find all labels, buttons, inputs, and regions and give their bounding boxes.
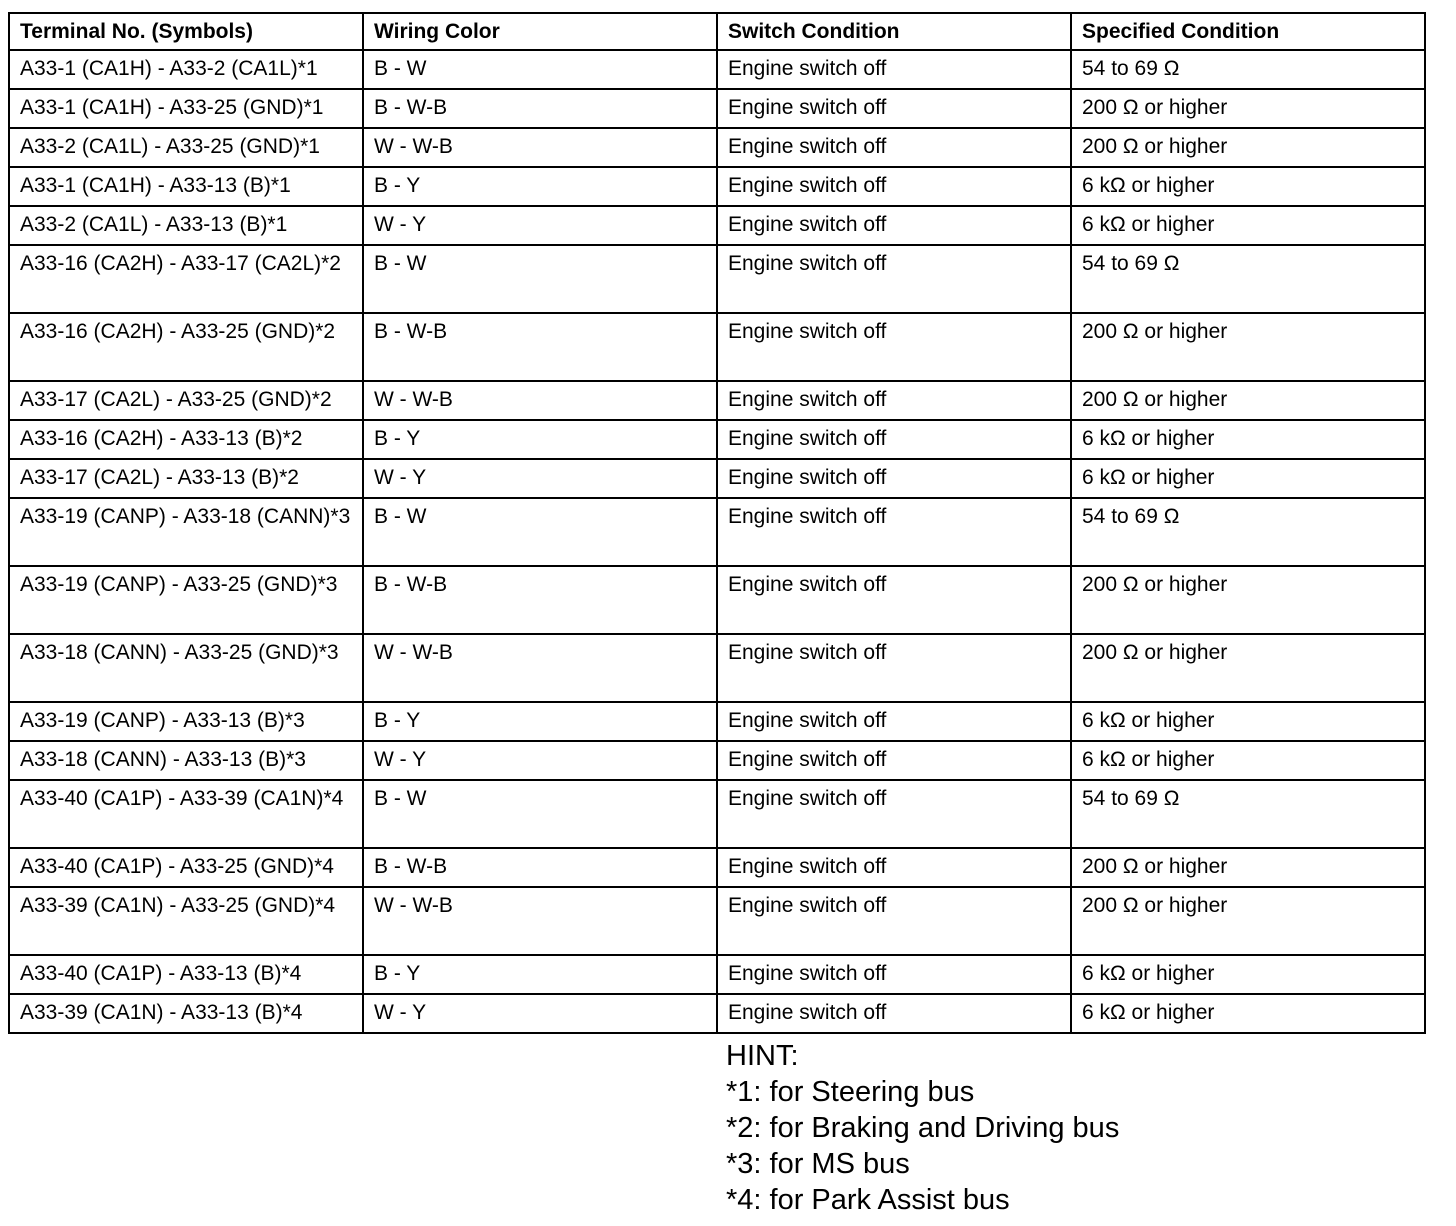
- table-row: [9, 566, 1425, 634]
- cell-specified-condition: 6 kΩ or higher: [1071, 955, 1425, 994]
- cell-terminal: A33-19 (CANP) - A33-13 (B)*3: [9, 702, 363, 741]
- cell-specified-condition: 6 kΩ or higher: [1071, 741, 1425, 780]
- cell-specified-condition: 200 Ω or higher: [1071, 887, 1425, 955]
- table-row: [9, 381, 1425, 420]
- table-row: [9, 741, 1425, 780]
- table-row: [9, 206, 1425, 245]
- cell-wiring-color: W - Y: [363, 459, 717, 498]
- cell-specified-condition: 54 to 69 Ω: [1071, 780, 1425, 848]
- cell-terminal: A33-1 (CA1H) - A33-13 (B)*1: [9, 167, 363, 206]
- cell-wiring-color: W - W-B: [363, 128, 717, 167]
- table-row: [9, 994, 1425, 1033]
- table-row: [9, 955, 1425, 994]
- cell-wiring-color: B - Y: [363, 167, 717, 206]
- cell-wiring-color: W - Y: [363, 994, 717, 1033]
- cell-switch-condition: Engine switch off: [717, 167, 1071, 206]
- cell-terminal: A33-16 (CA2H) - A33-13 (B)*2: [9, 420, 363, 459]
- cell-wiring-color: W - Y: [363, 206, 717, 245]
- hint-note: *4: for Park Assist bus: [726, 1184, 1010, 1216]
- hint-block: [726, 1038, 1119, 1218]
- cell-wiring-color: B - W: [363, 50, 717, 89]
- cell-terminal: A33-1 (CA1H) - A33-25 (GND)*1: [9, 89, 363, 128]
- cell-switch-condition: Engine switch off: [717, 313, 1071, 381]
- table-row: [9, 313, 1425, 381]
- cell-wiring-color: W - W-B: [363, 634, 717, 702]
- cell-specified-condition: 6 kΩ or higher: [1071, 994, 1425, 1033]
- cell-terminal: A33-18 (CANN) - A33-25 (GND)*3: [9, 634, 363, 702]
- header-specified-condition: Specified Condition: [1071, 13, 1425, 50]
- cell-wiring-color: B - W-B: [363, 848, 717, 887]
- table-row: [9, 128, 1425, 167]
- cell-specified-condition: 6 kΩ or higher: [1071, 206, 1425, 245]
- cell-specified-condition: 54 to 69 Ω: [1071, 498, 1425, 566]
- cell-terminal: A33-2 (CA1L) - A33-13 (B)*1: [9, 206, 363, 245]
- cell-wiring-color: W - W-B: [363, 887, 717, 955]
- cell-specified-condition: 200 Ω or higher: [1071, 128, 1425, 167]
- cell-specified-condition: 6 kΩ or higher: [1071, 167, 1425, 206]
- cell-wiring-color: B - W-B: [363, 566, 717, 634]
- cell-terminal: A33-19 (CANP) - A33-18 (CANN)*3: [9, 498, 363, 566]
- table-row: [9, 420, 1425, 459]
- cell-switch-condition: Engine switch off: [717, 381, 1071, 420]
- cell-terminal: A33-18 (CANN) - A33-13 (B)*3: [9, 741, 363, 780]
- cell-terminal: A33-17 (CA2L) - A33-13 (B)*2: [9, 459, 363, 498]
- cell-specified-condition: 54 to 69 Ω: [1071, 50, 1425, 89]
- header-terminal: Terminal No. (Symbols): [9, 13, 363, 50]
- table-header-row: [9, 13, 1425, 50]
- cell-switch-condition: Engine switch off: [717, 459, 1071, 498]
- cell-switch-condition: Engine switch off: [717, 994, 1071, 1033]
- cell-wiring-color: B - Y: [363, 420, 717, 459]
- cell-specified-condition: 200 Ω or higher: [1071, 313, 1425, 381]
- header-switch-condition: Switch Condition: [717, 13, 1071, 50]
- cell-specified-condition: 6 kΩ or higher: [1071, 420, 1425, 459]
- cell-wiring-color: B - Y: [363, 702, 717, 741]
- cell-switch-condition: Engine switch off: [717, 702, 1071, 741]
- cell-switch-condition: Engine switch off: [717, 566, 1071, 634]
- table-row: [9, 459, 1425, 498]
- cell-wiring-color: B - W-B: [363, 313, 717, 381]
- table-row: [9, 702, 1425, 741]
- table-row: [9, 50, 1425, 89]
- cell-terminal: A33-17 (CA2L) - A33-25 (GND)*2: [9, 381, 363, 420]
- table-body: [9, 50, 1425, 1033]
- cell-switch-condition: Engine switch off: [717, 89, 1071, 128]
- cell-terminal: A33-39 (CA1N) - A33-13 (B)*4: [9, 994, 363, 1033]
- cell-switch-condition: Engine switch off: [717, 741, 1071, 780]
- table-row: [9, 167, 1425, 206]
- cell-specified-condition: 54 to 69 Ω: [1071, 245, 1425, 313]
- cell-terminal: A33-19 (CANP) - A33-25 (GND)*3: [9, 566, 363, 634]
- cell-wiring-color: B - W-B: [363, 89, 717, 128]
- cell-specified-condition: 200 Ω or higher: [1071, 848, 1425, 887]
- hint-note: *1: for Steering bus: [726, 1076, 975, 1108]
- cell-specified-condition: 200 Ω or higher: [1071, 634, 1425, 702]
- cell-terminal: A33-40 (CA1P) - A33-39 (CA1N)*4: [9, 780, 363, 848]
- cell-switch-condition: Engine switch off: [717, 848, 1071, 887]
- cell-terminal: A33-40 (CA1P) - A33-25 (GND)*4: [9, 848, 363, 887]
- terminal-spec-table: [8, 12, 1426, 1034]
- cell-switch-condition: Engine switch off: [717, 634, 1071, 702]
- hint-note: *3: for MS bus: [726, 1148, 910, 1180]
- cell-wiring-color: B - W: [363, 498, 717, 566]
- cell-switch-condition: Engine switch off: [717, 420, 1071, 459]
- table-row: [9, 780, 1425, 848]
- cell-switch-condition: Engine switch off: [717, 780, 1071, 848]
- cell-terminal: A33-39 (CA1N) - A33-25 (GND)*4: [9, 887, 363, 955]
- header-wiring-color: Wiring Color: [363, 13, 717, 50]
- cell-wiring-color: W - W-B: [363, 381, 717, 420]
- table-row: [9, 89, 1425, 128]
- cell-switch-condition: Engine switch off: [717, 50, 1071, 89]
- cell-wiring-color: B - W: [363, 245, 717, 313]
- cell-terminal: A33-40 (CA1P) - A33-13 (B)*4: [9, 955, 363, 994]
- cell-switch-condition: Engine switch off: [717, 887, 1071, 955]
- table-row: [9, 634, 1425, 702]
- cell-switch-condition: Engine switch off: [717, 245, 1071, 313]
- cell-specified-condition: 6 kΩ or higher: [1071, 702, 1425, 741]
- cell-specified-condition: 200 Ω or higher: [1071, 89, 1425, 128]
- table-row: [9, 887, 1425, 955]
- cell-switch-condition: Engine switch off: [717, 206, 1071, 245]
- cell-terminal: A33-16 (CA2H) - A33-17 (CA2L)*2: [9, 245, 363, 313]
- hint-title: HINT:: [726, 1040, 799, 1072]
- hint-note: *2: for Braking and Driving bus: [726, 1112, 1120, 1144]
- table-row: [9, 245, 1425, 313]
- cell-specified-condition: 6 kΩ or higher: [1071, 459, 1425, 498]
- cell-wiring-color: B - Y: [363, 955, 717, 994]
- table-row: [9, 498, 1425, 566]
- cell-specified-condition: 200 Ω or higher: [1071, 381, 1425, 420]
- cell-wiring-color: W - Y: [363, 741, 717, 780]
- cell-switch-condition: Engine switch off: [717, 128, 1071, 167]
- cell-specified-condition: 200 Ω or higher: [1071, 566, 1425, 634]
- cell-switch-condition: Engine switch off: [717, 498, 1071, 566]
- cell-wiring-color: B - W: [363, 780, 717, 848]
- cell-switch-condition: Engine switch off: [717, 955, 1071, 994]
- cell-terminal: A33-2 (CA1L) - A33-25 (GND)*1: [9, 128, 363, 167]
- cell-terminal: A33-1 (CA1H) - A33-2 (CA1L)*1: [9, 50, 363, 89]
- table-row: [9, 848, 1425, 887]
- cell-terminal: A33-16 (CA2H) - A33-25 (GND)*2: [9, 313, 363, 381]
